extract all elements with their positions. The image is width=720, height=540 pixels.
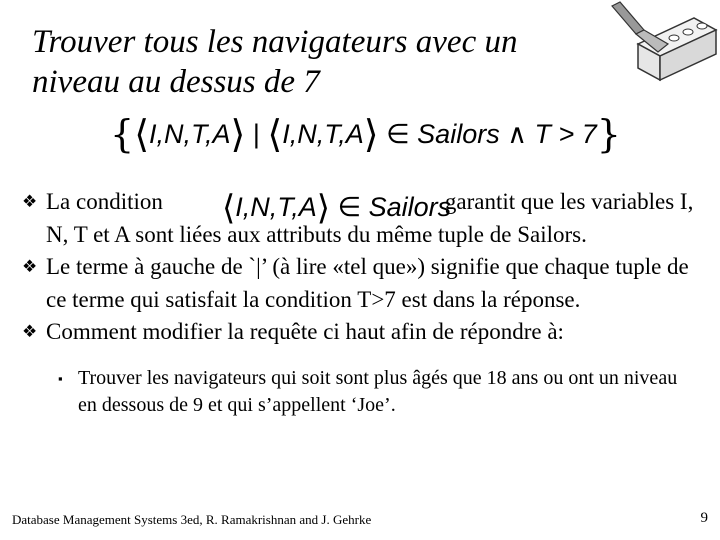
formula-separator: |	[252, 119, 260, 149]
title-line-1: Trouver tous les navigateurs avec un	[32, 24, 518, 60]
bullet-item-3	[0, 316, 720, 349]
footer-citation: Database Management Systems 3ed, R. Ramakrishnan and J. Gehrke	[12, 512, 372, 527]
formula-relation: Sailors	[417, 119, 500, 149]
formula-tuple-left: I,N,T,A	[149, 119, 231, 149]
bullet-item-1	[0, 186, 720, 251]
bullet-list	[0, 186, 720, 419]
bullet-3-text: Comment modifier la requête ci haut afin de répondre à:	[46, 319, 564, 344]
slide-title	[32, 22, 517, 102]
sub-bullet-1-text: Trouver les navigateurs qui soit sont plus âgés que 18 ans ou ont un niveau en dessous de 9 et qui s’appellent ‘Joe’.	[78, 366, 678, 416]
formula-tuple-right: I,N,T,A	[282, 119, 364, 149]
page-number: 9	[700, 510, 708, 526]
diamond-bullet-icon: ❖	[22, 192, 38, 211]
inline-formula-membership: ∈	[337, 192, 362, 222]
diamond-bullet-icon: ❖	[22, 257, 38, 276]
bullet-1-post: garantit que les variables I, N, T et A sont liées aux attributs du même tuple de Sailors.	[46, 189, 694, 247]
inline-formula: ⟨I,N,T,A⟩ ∈ Sailors	[222, 189, 452, 227]
bullet-item-2	[0, 251, 720, 316]
diamond-bullet-icon: ❖	[22, 322, 38, 341]
bullet-2-text: Le terme à gauche de `|’ (à lire «tel que») signifie que chaque tuple de ce terme qui satisfait la condition T>7 est dans la réponse.	[46, 254, 689, 312]
bullet-1-pre: La condition	[46, 189, 163, 214]
brick-trowel-logo	[598, 0, 720, 92]
sub-bullet-item-1	[0, 365, 720, 419]
inline-formula-relation: Sailors	[368, 192, 452, 222]
formula-and: ∧	[507, 119, 527, 149]
formula-condition: T > 7	[534, 119, 597, 149]
inline-formula-tuple: I,N,T,A	[235, 192, 317, 222]
query-formula: {⟨I,N,T,A⟩ | ⟨I,N,T,A⟩ ∈ Sailors ∧ T > 7}	[110, 112, 621, 156]
square-bullet-icon: ▪	[58, 370, 63, 386]
formula-membership: ∈	[386, 119, 410, 149]
title-line-2: niveau au dessus de 7	[32, 64, 320, 100]
